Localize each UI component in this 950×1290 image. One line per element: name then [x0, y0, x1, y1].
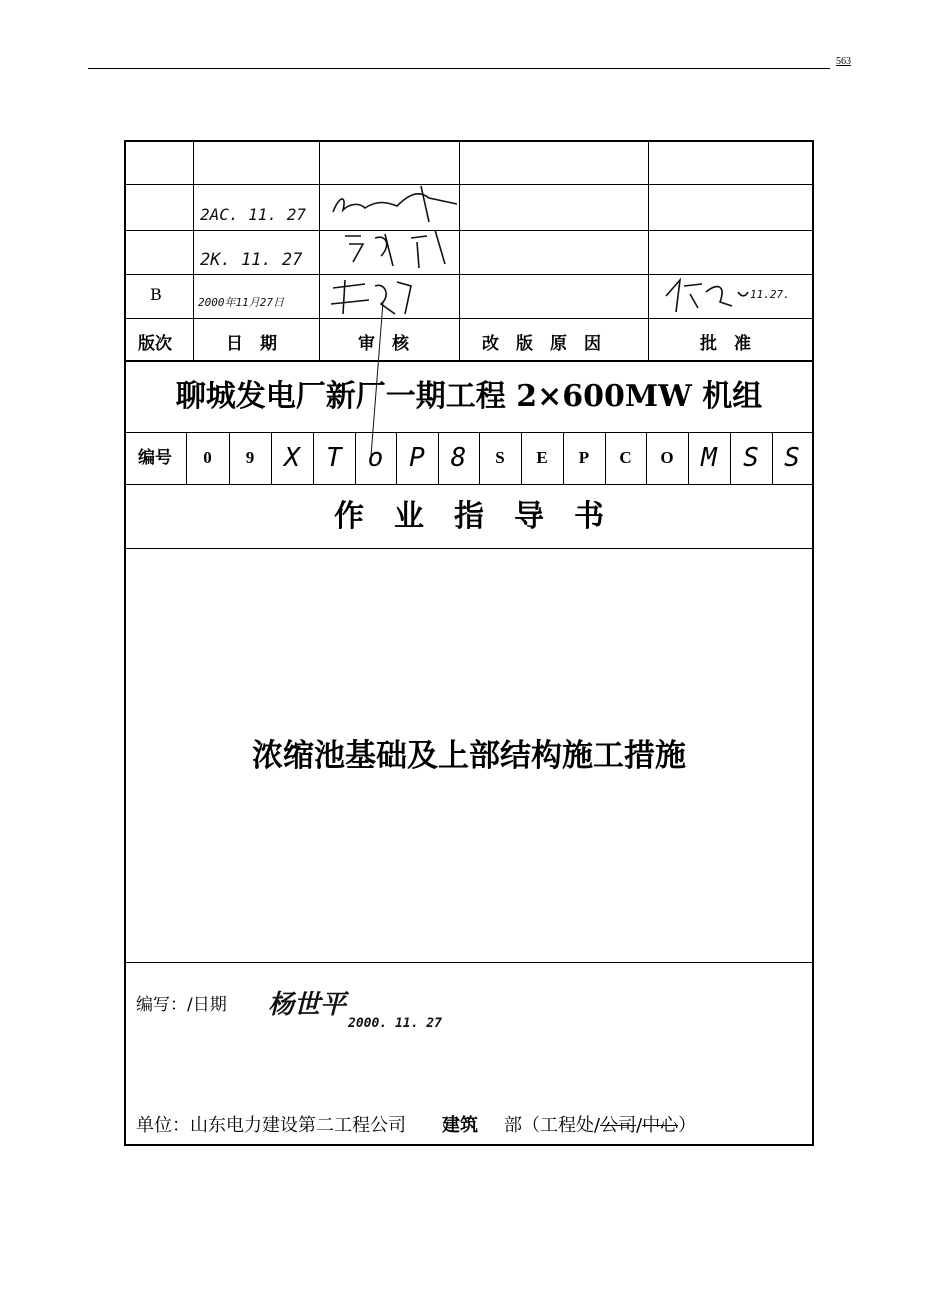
- rev-version-b: B: [150, 285, 162, 304]
- rev-row-divider: [124, 318, 814, 319]
- project-title: 聊城发电厂新厂一期工程 2×600MW 机组: [175, 379, 763, 414]
- code-char: X: [284, 443, 300, 473]
- code-char: T: [326, 443, 342, 473]
- rev-date-1: 2AC. 11. 27: [200, 205, 306, 224]
- rev-col-divider: [193, 140, 194, 360]
- code-char: P: [409, 443, 425, 473]
- unit-label: 单位：: [136, 1115, 190, 1136]
- document-type: 作 业 指 导 书: [334, 499, 604, 534]
- author-label: 编写：/日期: [136, 995, 227, 1015]
- rev-col-divider: [459, 140, 460, 360]
- code-char: 0: [203, 448, 212, 467]
- unit-strike-center: 中心: [642, 1115, 679, 1136]
- code-char: P: [578, 448, 590, 467]
- rev-row-divider: [124, 184, 814, 185]
- code-char: o: [367, 443, 384, 473]
- doc-type-divider: [124, 548, 814, 549]
- header-approve: 批 准: [700, 334, 751, 354]
- rev-date-3: 2000年11月27日: [198, 296, 284, 309]
- code-char: S: [784, 443, 800, 473]
- code-row-divider: [124, 484, 814, 485]
- unit-close: ）: [678, 1115, 697, 1136]
- code-char: M: [701, 443, 717, 473]
- unit-line: [136, 1111, 696, 1137]
- reviewer-signature-2: [335, 226, 455, 272]
- code-char: 9: [245, 448, 255, 467]
- unit-strike-company: 公司: [600, 1115, 637, 1136]
- author-date: 2000. 11. 27: [348, 1016, 442, 1031]
- footer-divider: [124, 962, 814, 963]
- unit-company: 山东电力建设第二工程公司: [190, 1115, 406, 1136]
- code-char: 8: [450, 443, 467, 473]
- header-reason: 改 版 原 因: [482, 334, 601, 354]
- header-date: 日 期: [226, 334, 277, 354]
- header-version: 版次: [138, 334, 172, 354]
- rev-col-divider: [648, 140, 649, 360]
- rev-col-divider: [319, 140, 320, 360]
- rev-date-2: 2K. 11. 27: [200, 250, 303, 270]
- code-char: S: [495, 448, 505, 467]
- reviewer-signature-1: [325, 182, 465, 226]
- code-char: C: [619, 448, 632, 467]
- page-number: 563: [836, 56, 851, 67]
- unit-sep: /: [636, 1115, 643, 1136]
- code-char: O: [660, 448, 674, 467]
- rev-row-divider: [124, 230, 814, 231]
- approver-date: 11.27.: [750, 288, 790, 301]
- code-char: E: [536, 448, 548, 467]
- author-signature: 杨世平: [268, 990, 347, 1020]
- unit-department: 建筑: [442, 1115, 478, 1136]
- code-char: S: [743, 443, 759, 473]
- unit-suffix: 部（工程处/: [504, 1115, 601, 1136]
- code-label: 编号: [138, 448, 172, 467]
- header-review: 审 核: [358, 334, 409, 354]
- header-rule: [88, 68, 830, 69]
- document-title: 浓缩池基础及上部结构施工措施: [252, 738, 686, 774]
